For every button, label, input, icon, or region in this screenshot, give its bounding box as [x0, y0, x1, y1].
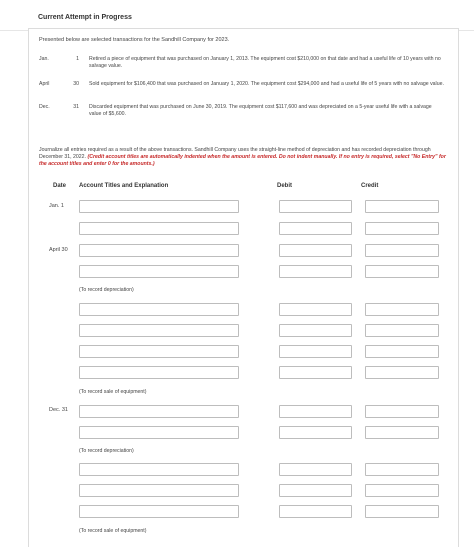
- question-panel: [28, 28, 459, 547]
- credit-input[interactable]: [365, 366, 439, 379]
- credit-input[interactable]: [365, 303, 439, 316]
- debit-input[interactable]: [279, 265, 352, 278]
- account-input[interactable]: [79, 505, 239, 518]
- credit-input[interactable]: [365, 405, 439, 418]
- account-input[interactable]: [79, 324, 239, 337]
- debit-input[interactable]: [279, 463, 352, 476]
- entry-note: (To record depreciation): [79, 448, 134, 454]
- account-input[interactable]: [79, 463, 239, 476]
- txn-month: Jan.: [39, 56, 49, 62]
- account-input[interactable]: [79, 200, 239, 213]
- header-credit: Credit: [361, 183, 379, 189]
- debit-input[interactable]: [279, 505, 352, 518]
- header-debit: Debit: [277, 183, 292, 189]
- intro-text: Presented below are selected transactions for the Sandhill Company for 2023.: [39, 37, 230, 43]
- credit-input[interactable]: [365, 505, 439, 518]
- credit-input[interactable]: [365, 200, 439, 213]
- debit-input[interactable]: [279, 484, 352, 497]
- txn-month: April: [39, 81, 50, 87]
- transaction-row: [39, 81, 451, 97]
- txn-desc: Sold equipment for $106,400 that was purchased on January 1, 2020. The equipment cost $294,000 and had a useful life of 5 years with no salvage value.: [89, 81, 444, 87]
- txn-day: 30: [73, 81, 79, 87]
- date-label: Dec. 31: [49, 407, 68, 413]
- txn-desc: Discarded equipment that was purchased on June 30, 2019. The equipment cost $117,600 and was depreciated on a 5-year useful life with a salvage value of $5,600.: [89, 104, 432, 117]
- header-date: Date: [53, 183, 67, 189]
- debit-input[interactable]: [279, 366, 352, 379]
- credit-input[interactable]: [365, 222, 439, 235]
- account-input[interactable]: [79, 366, 239, 379]
- debit-input[interactable]: [279, 426, 352, 439]
- transaction-row: [39, 104, 451, 120]
- date-label: April 30: [49, 247, 68, 253]
- page-title: Current Attempt in Progress: [38, 14, 132, 21]
- entry-note: (To record sale of equipment): [79, 389, 147, 395]
- debit-input[interactable]: [279, 324, 352, 337]
- header-account: Account Titles and Explanation: [79, 183, 169, 189]
- credit-input[interactable]: [365, 463, 439, 476]
- credit-input[interactable]: [365, 426, 439, 439]
- account-input[interactable]: [79, 484, 239, 497]
- debit-input[interactable]: [279, 345, 352, 358]
- txn-desc: Retired a piece of equipment that was purchased on January 1, 2013. The equipment cost $210,000 on that date and had a useful life of 10 years with no salvage value.: [89, 56, 441, 69]
- date-label: Jan. 1: [49, 203, 64, 209]
- transaction-row: [39, 56, 451, 72]
- instructions: [39, 147, 451, 168]
- instructions-note: (Credit account titles are automatically indented when the amount is entered. Do not indent manually. If no entry is required, select "No Entry" for the account titles and enter 0 for the amounts.): [39, 154, 446, 167]
- credit-input[interactable]: [365, 345, 439, 358]
- account-input[interactable]: [79, 222, 239, 235]
- top-header: [0, 0, 474, 31]
- account-input[interactable]: [79, 426, 239, 439]
- txn-day: 31: [73, 104, 79, 110]
- entry-note: (To record depreciation): [79, 287, 134, 293]
- txn-month: Dec.: [39, 104, 50, 110]
- account-input[interactable]: [79, 265, 239, 278]
- account-input[interactable]: [79, 405, 239, 418]
- txn-day: 1: [76, 56, 79, 62]
- credit-input[interactable]: [365, 484, 439, 497]
- debit-input[interactable]: [279, 405, 352, 418]
- credit-input[interactable]: [365, 244, 439, 257]
- debit-input[interactable]: [279, 303, 352, 316]
- debit-input[interactable]: [279, 200, 352, 213]
- credit-input[interactable]: [365, 324, 439, 337]
- instructions-text: Journalize all entries required as a result of the above transactions. Sandhill Company uses the straight-line method of depreciation and has recorded depreciation through December 31, 2022.: [39, 147, 431, 160]
- credit-input[interactable]: [365, 265, 439, 278]
- debit-input[interactable]: [279, 222, 352, 235]
- debit-input[interactable]: [279, 244, 352, 257]
- account-input[interactable]: [79, 303, 239, 316]
- account-input[interactable]: [79, 345, 239, 358]
- account-input[interactable]: [79, 244, 239, 257]
- entry-note: (To record sale of equipment): [79, 528, 147, 534]
